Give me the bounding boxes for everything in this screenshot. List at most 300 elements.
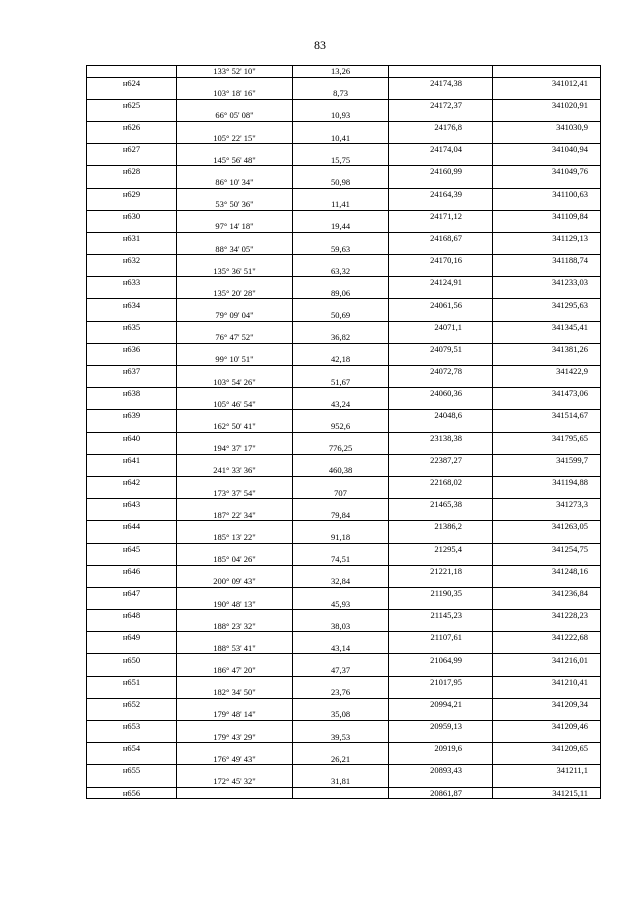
length-cell: [293, 565, 389, 576]
table-row: [87, 321, 601, 332]
angle-cell: [177, 454, 293, 465]
angle-cell: [177, 77, 293, 88]
table-row: [87, 709, 601, 720]
point-cell: [87, 665, 177, 676]
length-cell: 776,25: [293, 443, 389, 454]
length-cell: [293, 610, 389, 621]
table-row: [87, 676, 601, 687]
angle-cell: 88° 34' 05": [177, 244, 293, 255]
table-row: [87, 421, 601, 432]
table-row: [87, 454, 601, 465]
y-coord-cell: [493, 488, 601, 499]
angle-cell: [177, 432, 293, 443]
length-cell: 42,18: [293, 354, 389, 365]
table-row: [87, 188, 601, 199]
angle-cell: 241° 33' 36": [177, 465, 293, 476]
point-cell: [87, 643, 177, 654]
y-coord-cell: 341599,7: [493, 454, 601, 465]
length-cell: 38,03: [293, 621, 389, 632]
x-coord-cell: 24170,16: [389, 255, 493, 266]
point-cell: н645: [87, 543, 177, 554]
table-row: [87, 266, 601, 277]
angle-cell: 179° 48' 14": [177, 709, 293, 720]
angle-cell: 135° 20' 28": [177, 288, 293, 299]
table-row: [87, 465, 601, 476]
table-row: [87, 88, 601, 99]
length-cell: 35,08: [293, 709, 389, 720]
y-coord-cell: [493, 354, 601, 365]
y-coord-cell: 341188,74: [493, 255, 601, 266]
point-cell: [87, 532, 177, 543]
y-coord-cell: [493, 310, 601, 321]
length-cell: [293, 299, 389, 310]
angle-cell: [177, 121, 293, 132]
length-cell: [293, 765, 389, 776]
x-coord-cell: [389, 110, 493, 121]
length-cell: [293, 787, 389, 799]
x-coord-cell: 20919,6: [389, 743, 493, 754]
angle-cell: 188° 53' 41": [177, 643, 293, 654]
point-cell: [87, 754, 177, 765]
y-coord-cell: [493, 665, 601, 676]
length-cell: [293, 121, 389, 132]
angle-cell: 105° 22' 15": [177, 133, 293, 144]
point-cell: [87, 288, 177, 299]
point-cell: н626: [87, 121, 177, 132]
point-cell: н625: [87, 99, 177, 110]
table-row: [87, 721, 601, 732]
x-coord-cell: [389, 354, 493, 365]
table-row: [87, 554, 601, 565]
length-cell: [293, 144, 389, 155]
x-coord-cell: [389, 576, 493, 587]
y-coord-cell: 341422,9: [493, 366, 601, 377]
table-row: [87, 510, 601, 521]
point-cell: н631: [87, 232, 177, 243]
angle-cell: 173° 37' 54": [177, 488, 293, 499]
angle-cell: 186° 47' 20": [177, 665, 293, 676]
length-cell: [293, 366, 389, 377]
angle-cell: 103° 18' 16": [177, 88, 293, 99]
point-cell: н652: [87, 698, 177, 709]
x-coord-cell: [389, 244, 493, 255]
x-coord-cell: [389, 643, 493, 654]
point-cell: н647: [87, 587, 177, 598]
y-coord-cell: 341263,05: [493, 521, 601, 532]
y-coord-cell: [493, 510, 601, 521]
length-cell: 43,14: [293, 643, 389, 654]
table-row: [87, 410, 601, 421]
length-cell: 26,21: [293, 754, 389, 765]
length-cell: [293, 99, 389, 110]
length-cell: 91,18: [293, 532, 389, 543]
point-cell: [87, 133, 177, 144]
y-coord-cell: [493, 732, 601, 743]
x-coord-cell: 21221,18: [389, 565, 493, 576]
point-cell: [87, 554, 177, 565]
x-coord-cell: 21017,95: [389, 676, 493, 687]
length-cell: [293, 654, 389, 665]
y-coord-cell: [493, 266, 601, 277]
point-cell: [87, 354, 177, 365]
angle-cell: 66° 05' 08": [177, 110, 293, 121]
point-cell: [87, 576, 177, 587]
angle-cell: [177, 654, 293, 665]
length-cell: [293, 321, 389, 332]
x-coord-cell: 24168,67: [389, 232, 493, 243]
angle-cell: 190° 48' 13": [177, 599, 293, 610]
table-row: [87, 776, 601, 787]
length-cell: [293, 587, 389, 598]
y-coord-cell: 341233,03: [493, 277, 601, 288]
length-cell: 51,67: [293, 377, 389, 388]
angle-cell: [177, 210, 293, 221]
table-row: [87, 110, 601, 121]
x-coord-cell: [389, 754, 493, 765]
x-coord-cell: [389, 310, 493, 321]
table-row: [87, 632, 601, 643]
angle-cell: 97° 14' 18": [177, 221, 293, 232]
angle-cell: 185° 04' 26": [177, 554, 293, 565]
table-row: [87, 654, 601, 665]
length-cell: 63,32: [293, 266, 389, 277]
y-coord-cell: 341100,63: [493, 188, 601, 199]
x-coord-cell: 21107,61: [389, 632, 493, 643]
y-coord-cell: [493, 776, 601, 787]
length-cell: 32,84: [293, 576, 389, 587]
angle-cell: [177, 787, 293, 799]
table-row: [87, 621, 601, 632]
table-row: [87, 310, 601, 321]
x-coord-cell: [389, 288, 493, 299]
y-coord-cell: 341228,23: [493, 610, 601, 621]
length-cell: [293, 476, 389, 487]
x-coord-cell: 21190,35: [389, 587, 493, 598]
x-coord-cell: [389, 599, 493, 610]
y-coord-cell: [493, 576, 601, 587]
point-cell: [87, 310, 177, 321]
length-cell: [293, 698, 389, 709]
x-coord-cell: 24060,36: [389, 388, 493, 399]
point-cell: [87, 110, 177, 121]
x-coord-cell: 21465,38: [389, 499, 493, 510]
point-cell: н653: [87, 721, 177, 732]
point-cell: [87, 465, 177, 476]
table-row: [87, 565, 601, 576]
x-coord-cell: [389, 155, 493, 166]
point-cell: н629: [87, 188, 177, 199]
page-number: 83: [314, 38, 326, 52]
point-cell: [87, 621, 177, 632]
length-cell: 707: [293, 488, 389, 499]
length-cell: [293, 499, 389, 510]
y-coord-cell: [493, 288, 601, 299]
angle-cell: [177, 299, 293, 310]
point-cell: [87, 599, 177, 610]
angle-cell: [177, 565, 293, 576]
point-cell: н635: [87, 321, 177, 332]
table-row: [87, 121, 601, 132]
angle-cell: [177, 476, 293, 487]
table-row: [87, 210, 601, 221]
y-coord-cell: 341473,06: [493, 388, 601, 399]
table-row: [87, 476, 601, 487]
angle-cell: 53° 50' 36": [177, 199, 293, 210]
angle-cell: [177, 232, 293, 243]
point-cell: н642: [87, 476, 177, 487]
length-cell: 79,84: [293, 510, 389, 521]
y-coord-cell: 341129,13: [493, 232, 601, 243]
point-cell: [87, 244, 177, 255]
table-row: [87, 144, 601, 155]
point-cell: н634: [87, 299, 177, 310]
table-row: [87, 743, 601, 754]
point-cell: н638: [87, 388, 177, 399]
table-row: [87, 499, 601, 510]
angle-cell: 99° 10' 51": [177, 354, 293, 365]
length-cell: 10,93: [293, 110, 389, 121]
point-cell: [87, 221, 177, 232]
point-cell: н648: [87, 610, 177, 621]
angle-cell: [177, 366, 293, 377]
y-coord-cell: 341254,75: [493, 543, 601, 554]
y-coord-cell: [493, 332, 601, 343]
table-row: [87, 599, 601, 610]
x-coord-cell: 24172,37: [389, 99, 493, 110]
length-cell: 89,06: [293, 288, 389, 299]
table-row: [87, 643, 601, 654]
x-coord-cell: [389, 443, 493, 454]
length-cell: [293, 255, 389, 266]
x-coord-cell: 24124,91: [389, 277, 493, 288]
point-cell: [87, 421, 177, 432]
point-cell: н633: [87, 277, 177, 288]
angle-cell: [177, 410, 293, 421]
angle-cell: [177, 499, 293, 510]
x-coord-cell: 21145,23: [389, 610, 493, 621]
point-cell: н654: [87, 743, 177, 754]
table-row: [87, 177, 601, 188]
y-coord-cell: [493, 133, 601, 144]
point-cell: [87, 399, 177, 410]
angle-cell: [177, 632, 293, 643]
angle-cell: [177, 343, 293, 354]
y-coord-cell: 341109,84: [493, 210, 601, 221]
point-cell: [87, 443, 177, 454]
y-coord-cell: [493, 66, 601, 78]
angle-cell: [177, 277, 293, 288]
point-cell: [87, 155, 177, 166]
table-row: [87, 377, 601, 388]
table-body: [87, 66, 601, 799]
angle-cell: [177, 166, 293, 177]
x-coord-cell: [389, 133, 493, 144]
point-cell: [87, 177, 177, 188]
angle-cell: 187° 22' 34": [177, 510, 293, 521]
point-cell: н632: [87, 255, 177, 266]
point-cell: [87, 377, 177, 388]
angle-cell: [177, 543, 293, 554]
y-coord-cell: 341211,1: [493, 765, 601, 776]
point-cell: [87, 199, 177, 210]
table-row: [87, 66, 601, 78]
table-row: [87, 732, 601, 743]
y-coord-cell: [493, 709, 601, 720]
angle-cell: 200° 09' 43": [177, 576, 293, 587]
table-row: [87, 244, 601, 255]
y-coord-cell: [493, 443, 601, 454]
table-row: [87, 221, 601, 232]
point-cell: н639: [87, 410, 177, 421]
x-coord-cell: 24171,12: [389, 210, 493, 221]
table-row: [87, 576, 601, 587]
length-cell: [293, 632, 389, 643]
x-coord-cell: [389, 266, 493, 277]
y-coord-cell: 341030,9: [493, 121, 601, 132]
angle-cell: 133° 52' 10": [177, 66, 293, 78]
table-row: [87, 443, 601, 454]
point-cell: [87, 709, 177, 720]
y-coord-cell: [493, 754, 601, 765]
angle-cell: 194° 37' 17": [177, 443, 293, 454]
x-coord-cell: [389, 621, 493, 632]
length-cell: 36,82: [293, 332, 389, 343]
length-cell: [293, 743, 389, 754]
angle-cell: 79° 09' 04": [177, 310, 293, 321]
x-coord-cell: [389, 732, 493, 743]
y-coord-cell: 341012,41: [493, 77, 601, 88]
y-coord-cell: [493, 621, 601, 632]
length-cell: [293, 277, 389, 288]
length-cell: 10,41: [293, 133, 389, 144]
length-cell: 43,24: [293, 399, 389, 410]
angle-cell: [177, 388, 293, 399]
angle-cell: [177, 521, 293, 532]
y-coord-cell: [493, 199, 601, 210]
table-row: [87, 99, 601, 110]
angle-cell: [177, 587, 293, 598]
x-coord-cell: 23138,38: [389, 432, 493, 443]
length-cell: [293, 521, 389, 532]
point-cell: н649: [87, 632, 177, 643]
x-coord-cell: 22387,27: [389, 454, 493, 465]
length-cell: [293, 232, 389, 243]
angle-cell: [177, 765, 293, 776]
y-coord-cell: [493, 244, 601, 255]
length-cell: [293, 721, 389, 732]
table-row: [87, 299, 601, 310]
y-coord-cell: [493, 377, 601, 388]
length-cell: 59,63: [293, 244, 389, 255]
x-coord-cell: [389, 709, 493, 720]
x-coord-cell: [389, 776, 493, 787]
y-coord-cell: 341209,65: [493, 743, 601, 754]
point-cell: н628: [87, 166, 177, 177]
angle-cell: 185° 13' 22": [177, 532, 293, 543]
point-cell: [87, 510, 177, 521]
angle-cell: [177, 698, 293, 709]
x-coord-cell: [389, 66, 493, 78]
table-row: [87, 77, 601, 88]
point-cell: [87, 776, 177, 787]
angle-cell: 172° 45' 32": [177, 776, 293, 787]
x-coord-cell: [389, 465, 493, 476]
table-row: [87, 521, 601, 532]
y-coord-cell: [493, 155, 601, 166]
x-coord-cell: [389, 421, 493, 432]
length-cell: 23,76: [293, 687, 389, 698]
y-coord-cell: 341295,63: [493, 299, 601, 310]
point-cell: [87, 88, 177, 99]
x-coord-cell: 24072,78: [389, 366, 493, 377]
point-cell: н624: [87, 77, 177, 88]
table-row: [87, 255, 601, 266]
x-coord-cell: [389, 554, 493, 565]
table-row: [87, 232, 601, 243]
x-coord-cell: [389, 532, 493, 543]
length-cell: [293, 166, 389, 177]
table-row: [87, 543, 601, 554]
length-cell: 50,98: [293, 177, 389, 188]
length-cell: 8,73: [293, 88, 389, 99]
x-coord-cell: 20959,13: [389, 721, 493, 732]
length-cell: 31,81: [293, 776, 389, 787]
x-coord-cell: 21295,4: [389, 543, 493, 554]
point-cell: [87, 732, 177, 743]
length-cell: [293, 188, 389, 199]
y-coord-cell: [493, 88, 601, 99]
x-coord-cell: 20994,21: [389, 698, 493, 709]
x-coord-cell: 21064,99: [389, 654, 493, 665]
y-coord-cell: 341236,84: [493, 587, 601, 598]
angle-cell: 145° 56' 48": [177, 155, 293, 166]
x-coord-cell: 22168,02: [389, 476, 493, 487]
point-cell: [87, 266, 177, 277]
y-coord-cell: 341194,88: [493, 476, 601, 487]
angle-cell: 162° 50' 41": [177, 421, 293, 432]
point-cell: [87, 687, 177, 698]
y-coord-cell: 341222,68: [493, 632, 601, 643]
table-row: [87, 765, 601, 776]
y-coord-cell: [493, 221, 601, 232]
y-coord-cell: 341020,91: [493, 99, 601, 110]
y-coord-cell: [493, 554, 601, 565]
x-coord-cell: 24048,6: [389, 410, 493, 421]
angle-cell: [177, 321, 293, 332]
point-cell: н650: [87, 654, 177, 665]
angle-cell: 86° 10' 34": [177, 177, 293, 188]
point-cell: н641: [87, 454, 177, 465]
table-row: [87, 277, 601, 288]
x-coord-cell: [389, 510, 493, 521]
table-row: [87, 587, 601, 598]
point-cell: н637: [87, 366, 177, 377]
y-coord-cell: 341381,26: [493, 343, 601, 354]
x-coord-cell: [389, 665, 493, 676]
table-row: [87, 354, 601, 365]
table-row: [87, 754, 601, 765]
angle-cell: 103° 54' 26": [177, 377, 293, 388]
table-row: [87, 133, 601, 144]
x-coord-cell: 24160,99: [389, 166, 493, 177]
table-row: [87, 610, 601, 621]
coordinates-table: [86, 65, 601, 799]
x-coord-cell: 21386,2: [389, 521, 493, 532]
y-coord-cell: 341514,67: [493, 410, 601, 421]
x-coord-cell: 20893,43: [389, 765, 493, 776]
point-cell: [87, 332, 177, 343]
table-row: [87, 366, 601, 377]
